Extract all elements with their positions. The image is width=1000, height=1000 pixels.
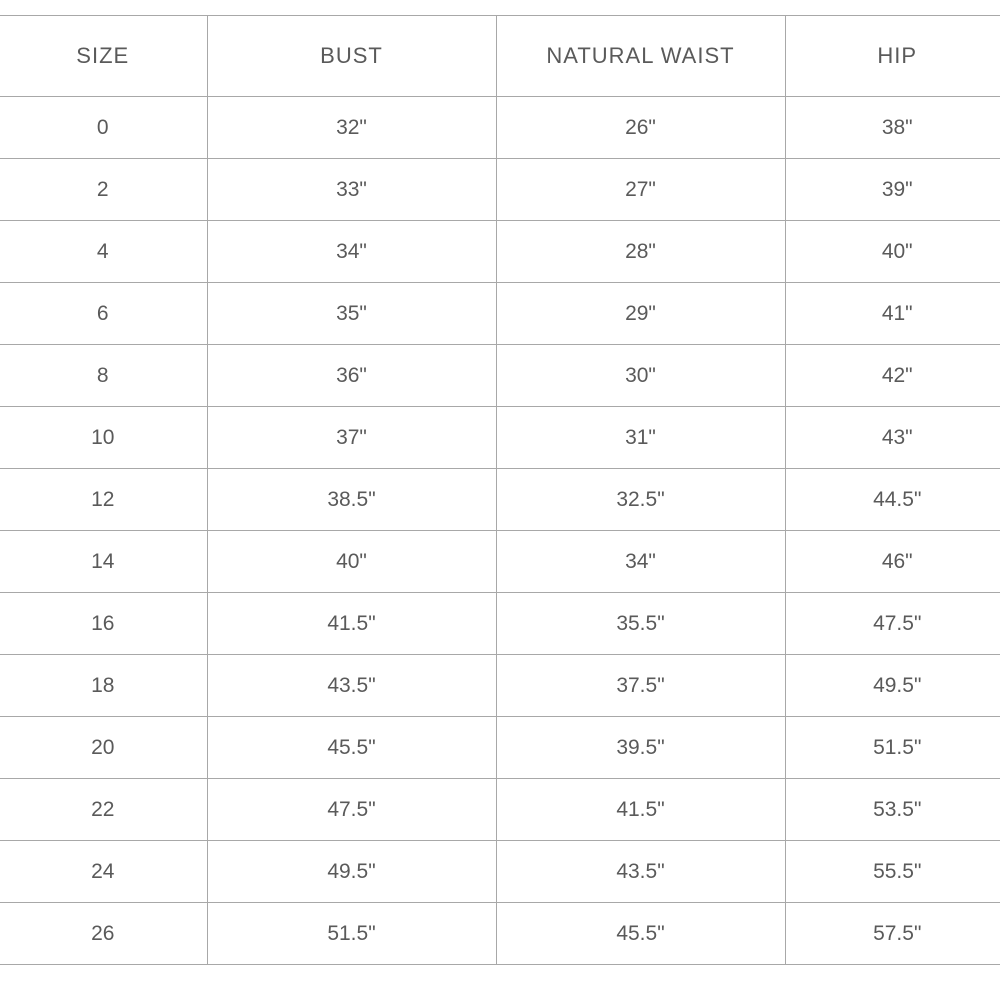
cell-natural-waist: 27" xyxy=(496,159,785,221)
table-header-row xyxy=(0,16,1000,97)
cell-natural-waist: 29" xyxy=(496,283,785,345)
cell-bust: 38.5" xyxy=(207,469,496,531)
cell-bust: 32" xyxy=(207,97,496,159)
cell-size: 2 xyxy=(0,159,207,221)
cell-natural-waist: 31" xyxy=(496,407,785,469)
cell-natural-waist: 30" xyxy=(496,345,785,407)
table-body xyxy=(0,97,1000,965)
cell-natural-waist: 41.5" xyxy=(496,779,785,841)
cell-size: 14 xyxy=(0,531,207,593)
cell-hip: 40" xyxy=(785,221,1000,283)
table-row xyxy=(0,531,1000,593)
table-row xyxy=(0,221,1000,283)
cell-bust: 35" xyxy=(207,283,496,345)
cell-bust: 51.5" xyxy=(207,903,496,965)
cell-size: 4 xyxy=(0,221,207,283)
cell-bust: 47.5" xyxy=(207,779,496,841)
cell-size: 12 xyxy=(0,469,207,531)
cell-hip: 57.5" xyxy=(785,903,1000,965)
cell-natural-waist: 34" xyxy=(496,531,785,593)
cell-hip: 42" xyxy=(785,345,1000,407)
cell-size: 26 xyxy=(0,903,207,965)
cell-hip: 38" xyxy=(785,97,1000,159)
cell-hip: 41" xyxy=(785,283,1000,345)
column-header-size: SIZE xyxy=(0,16,207,97)
cell-natural-waist: 26" xyxy=(496,97,785,159)
cell-natural-waist: 28" xyxy=(496,221,785,283)
size-chart-table xyxy=(0,15,1000,965)
column-header-hip: HIP xyxy=(785,16,1000,97)
cell-hip: 55.5" xyxy=(785,841,1000,903)
column-header-natural-waist: NATURAL WAIST xyxy=(496,16,785,97)
cell-hip: 46" xyxy=(785,531,1000,593)
cell-size: 10 xyxy=(0,407,207,469)
column-header-bust: BUST xyxy=(207,16,496,97)
cell-natural-waist: 39.5" xyxy=(496,717,785,779)
table-row xyxy=(0,655,1000,717)
table-row xyxy=(0,407,1000,469)
cell-natural-waist: 37.5" xyxy=(496,655,785,717)
table-row xyxy=(0,593,1000,655)
cell-natural-waist: 35.5" xyxy=(496,593,785,655)
cell-size: 24 xyxy=(0,841,207,903)
table-row xyxy=(0,717,1000,779)
cell-natural-waist: 45.5" xyxy=(496,903,785,965)
cell-size: 16 xyxy=(0,593,207,655)
cell-hip: 53.5" xyxy=(785,779,1000,841)
cell-hip: 47.5" xyxy=(785,593,1000,655)
cell-natural-waist: 32.5" xyxy=(496,469,785,531)
cell-bust: 33" xyxy=(207,159,496,221)
cell-bust: 34" xyxy=(207,221,496,283)
table-row xyxy=(0,903,1000,965)
cell-bust: 36" xyxy=(207,345,496,407)
cell-size: 6 xyxy=(0,283,207,345)
cell-hip: 44.5" xyxy=(785,469,1000,531)
cell-bust: 49.5" xyxy=(207,841,496,903)
table-row xyxy=(0,779,1000,841)
cell-bust: 37" xyxy=(207,407,496,469)
cell-hip: 51.5" xyxy=(785,717,1000,779)
table-row xyxy=(0,345,1000,407)
cell-size: 8 xyxy=(0,345,207,407)
table-row xyxy=(0,469,1000,531)
cell-size: 22 xyxy=(0,779,207,841)
table-row xyxy=(0,97,1000,159)
table-row xyxy=(0,159,1000,221)
cell-size: 18 xyxy=(0,655,207,717)
cell-hip: 39" xyxy=(785,159,1000,221)
cell-hip: 49.5" xyxy=(785,655,1000,717)
cell-natural-waist: 43.5" xyxy=(496,841,785,903)
cell-size: 0 xyxy=(0,97,207,159)
cell-size: 20 xyxy=(0,717,207,779)
table-row xyxy=(0,841,1000,903)
cell-bust: 41.5" xyxy=(207,593,496,655)
table-row xyxy=(0,283,1000,345)
cell-hip: 43" xyxy=(785,407,1000,469)
cell-bust: 45.5" xyxy=(207,717,496,779)
cell-bust: 43.5" xyxy=(207,655,496,717)
cell-bust: 40" xyxy=(207,531,496,593)
